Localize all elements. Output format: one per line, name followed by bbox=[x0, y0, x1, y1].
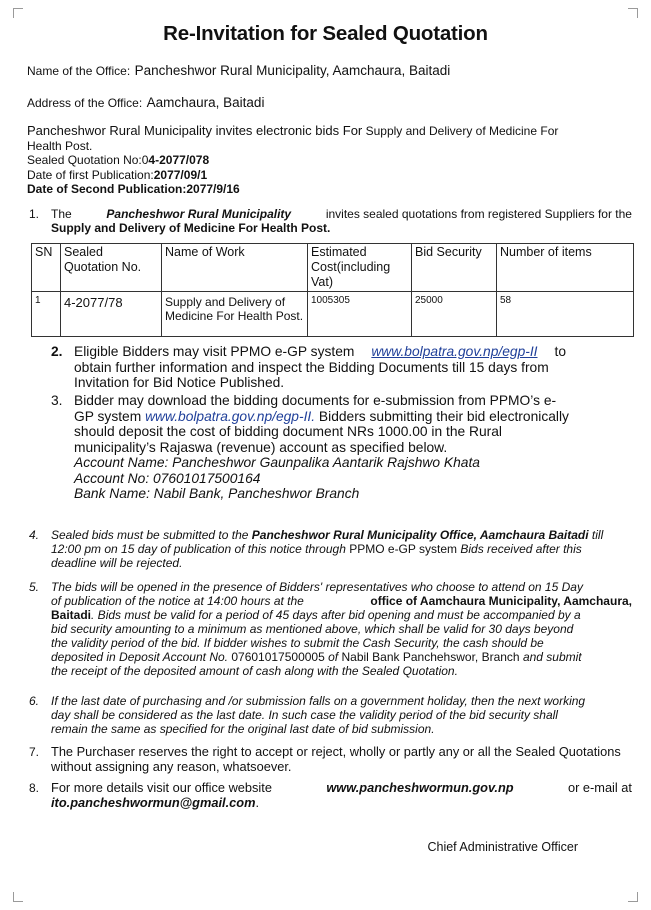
bolpatra-link-2[interactable]: www.bolpatra.gov.np/egp-II. bbox=[145, 408, 316, 424]
item-3 bbox=[74, 393, 569, 502]
sealed-quotation-value: 4-2077/078 bbox=[148, 153, 210, 167]
item-5-line-4: bid security amounting to a minimum as mentioned above, which shall be valid for 30 days beyond bbox=[51, 622, 574, 636]
item-2-line-2: obtain further information and inspect the Bidding Documents till 15 days from bbox=[74, 359, 549, 375]
item-5-line-7: the receipt of the deposited amount of cash along with the Sealed Quotation. bbox=[51, 664, 458, 678]
item-5-line-3b: . Bids must be valid for a period of 45 days after bid opening and must be accompanied by a bbox=[91, 608, 581, 622]
item-7-line-2: without assigning any reason, whatsoever. bbox=[51, 759, 292, 774]
office-address-line bbox=[27, 94, 264, 112]
office-name-label: Name of the Office: bbox=[27, 64, 131, 78]
item-3-line-2b: Bidders submitting their bid electronically bbox=[318, 408, 569, 424]
item-4-line-2c: Bids received after this bbox=[460, 542, 582, 556]
item-8-number: 8. bbox=[29, 781, 40, 795]
account-name: Account Name: Pancheshwor Gaunpalika Aantarik Rajshwo Khata bbox=[74, 455, 480, 470]
header-sn: SN bbox=[32, 244, 61, 292]
first-publication-value: 2077/09/1 bbox=[153, 167, 208, 182]
cell-number-of-items: 58 bbox=[497, 292, 634, 337]
cell-estimated-cost: 1005305 bbox=[308, 292, 412, 337]
item-2 bbox=[74, 344, 566, 391]
item-2-number: 2. bbox=[51, 344, 63, 359]
item-1-the: The bbox=[51, 207, 72, 221]
item-4-line-2a: 12:00 pm on 15 day of publication of this notice through bbox=[51, 542, 346, 556]
item-4-text-a: Sealed bids must be submitted to the bbox=[51, 528, 249, 542]
office-name-line bbox=[27, 62, 450, 80]
item-6-line-1: If the last date of purchasing and /or submission falls on a government holiday, then the next working bbox=[51, 694, 586, 708]
bolpatra-link[interactable]: www.bolpatra.gov.np/egp-II bbox=[371, 344, 538, 359]
item-3-line-3 bbox=[74, 424, 566, 440]
header-sealed-quotation: Sealed Quotation No. bbox=[61, 244, 162, 292]
item-5-line-6c: of bbox=[328, 650, 339, 664]
item-1-number: 1. bbox=[29, 207, 40, 221]
first-publication-label: Date of first Publication: bbox=[27, 167, 154, 182]
item-2-text-b: to bbox=[554, 344, 566, 359]
item-5-line-2a: of publication of the notice at 14:00 hours at the bbox=[51, 594, 304, 608]
item-3-line-4: municipality’s Rajaswa (revenue) account as specified below. bbox=[74, 439, 448, 455]
sealed-quotation-label: Sealed Quotation No:0 bbox=[27, 153, 149, 167]
item-1-rest: invites sealed quotations from registered Suppliers for the bbox=[325, 207, 632, 221]
item-7-number: 7. bbox=[29, 745, 40, 759]
item-2-text-a: Eligible Bidders may visit PPMO e-GP system bbox=[74, 344, 355, 359]
item-5 bbox=[51, 580, 632, 678]
intro-line-2: Health Post. bbox=[27, 138, 93, 153]
header-bid-security: Bid Security bbox=[412, 244, 497, 292]
item-6-line-3: remain the same as specified for the original last date of bid submission. bbox=[51, 722, 435, 736]
corner-mark-top-right bbox=[628, 8, 638, 18]
item-4 bbox=[51, 528, 632, 570]
item-7-line-1: The Purchaser reserves the right to accept or reject, wholly or partly any or all the Sealed Quotations bbox=[51, 744, 621, 759]
item-5-line-5: the validity period of the bid. If bidder wishes to submit the Cash Security, the cash should be bbox=[51, 636, 544, 650]
table-row bbox=[32, 292, 634, 337]
item-6 bbox=[51, 694, 632, 736]
office-email[interactable]: ito.pancheshwormun@gmail.com bbox=[51, 795, 256, 810]
office-address-value: Aamchaura, Baitadi bbox=[146, 95, 265, 110]
signature-title: Chief Administrative Officer bbox=[427, 840, 578, 854]
item-1-line-2: Supply and Delivery of Medicine For Health Post. bbox=[51, 221, 331, 235]
intro-line-1a: Pancheshwor Rural Municipality invites electronic bids For bbox=[27, 123, 363, 138]
office-name-value: Pancheshwor Rural Municipality, Aamchaura, Baitadi bbox=[134, 63, 451, 78]
page-title: Re-Invitation for Sealed Quotation bbox=[163, 22, 488, 45]
item-5-line-6a: deposited in Deposit Account No. bbox=[51, 650, 228, 664]
corner-mark-top-left bbox=[13, 8, 23, 18]
item-4-number: 4. bbox=[29, 528, 40, 542]
item-5-line-3a: Baitadi bbox=[51, 608, 92, 622]
item-4-line-3: deadline will be rejected. bbox=[51, 556, 183, 570]
corner-mark-bottom-left bbox=[13, 892, 23, 902]
item-8-dot: . bbox=[255, 795, 260, 810]
item-8-text-b: or e-mail at bbox=[567, 780, 632, 795]
deposit-account-number: 07601017500005 bbox=[231, 650, 325, 664]
item-3-line-1: Bidder may download the bidding documents for e-submission from PPMO’s e- bbox=[74, 393, 557, 408]
office-website[interactable]: www.pancheshwormun.gov.np bbox=[326, 780, 514, 795]
item-6-line-2: day shall be considered as the last date. In such case the validity period of the bid security shall bbox=[51, 708, 558, 722]
cell-name-of-work: Supply and Delivery of Medicine For Health Post. bbox=[162, 292, 308, 337]
item-5-line-6e: and submit bbox=[522, 650, 582, 664]
table-header-row bbox=[32, 244, 634, 292]
second-publication: Date of Second Publication:2077/9/16 bbox=[27, 182, 240, 196]
item-4-office: Pancheshwor Rural Municipality Office, Aamchaura Baitadi bbox=[251, 528, 589, 542]
item-2-line-3: Invitation for Bid Notice Published. bbox=[74, 375, 285, 390]
header-number-of-items: Number of items bbox=[497, 244, 634, 292]
intro-block bbox=[27, 124, 558, 197]
cell-bid-security: 25000 bbox=[412, 292, 497, 337]
item-5-line-1: The bids will be opened in the presence of Bidders' representatives who choose to attend on 15 Day bbox=[51, 580, 583, 594]
deposit-bank: Nabil Bank Panchehswor, Branch bbox=[341, 650, 520, 664]
header-estimated-cost: Estimated Cost(including Vat) bbox=[308, 244, 412, 292]
cell-sealed-quotation: 4-2077/78 bbox=[61, 292, 162, 337]
account-number: Account No: 07601017500164 bbox=[74, 470, 261, 486]
item-1 bbox=[51, 207, 632, 235]
item-5-line-2b: office of Aamchaura Municipality, Aamchaura, bbox=[370, 594, 632, 608]
header-name-of-work: Name of Work bbox=[162, 244, 308, 292]
item-8-text-a: For more details visit our office website bbox=[51, 780, 272, 795]
item-3-number: 3. bbox=[51, 393, 63, 408]
cell-sn: 1 bbox=[32, 292, 61, 337]
office-address-label: Address of the Office: bbox=[27, 96, 143, 110]
item-6-number: 6. bbox=[29, 694, 40, 708]
bid-table bbox=[31, 243, 634, 337]
bank-name: Bank Name: Nabil Bank, Pancheshwor Branch bbox=[74, 486, 360, 501]
corner-mark-bottom-right bbox=[628, 892, 638, 902]
item-4-line-2b: PPMO e-GP system bbox=[349, 542, 458, 556]
item-1-org: Pancheshwor Rural Municipality bbox=[106, 207, 292, 221]
intro-line-1b: Supply and Delivery of Medicine For bbox=[365, 124, 559, 138]
item-3-line-3-text: should deposit the cost of bidding document NRs 1000.00 in the Rural bbox=[74, 424, 502, 439]
item-5-number: 5. bbox=[29, 580, 40, 594]
item-8 bbox=[51, 780, 632, 810]
item-7 bbox=[51, 744, 632, 774]
item-4-text-b: till bbox=[591, 528, 604, 542]
item-3-line-2a: GP system bbox=[74, 408, 142, 424]
